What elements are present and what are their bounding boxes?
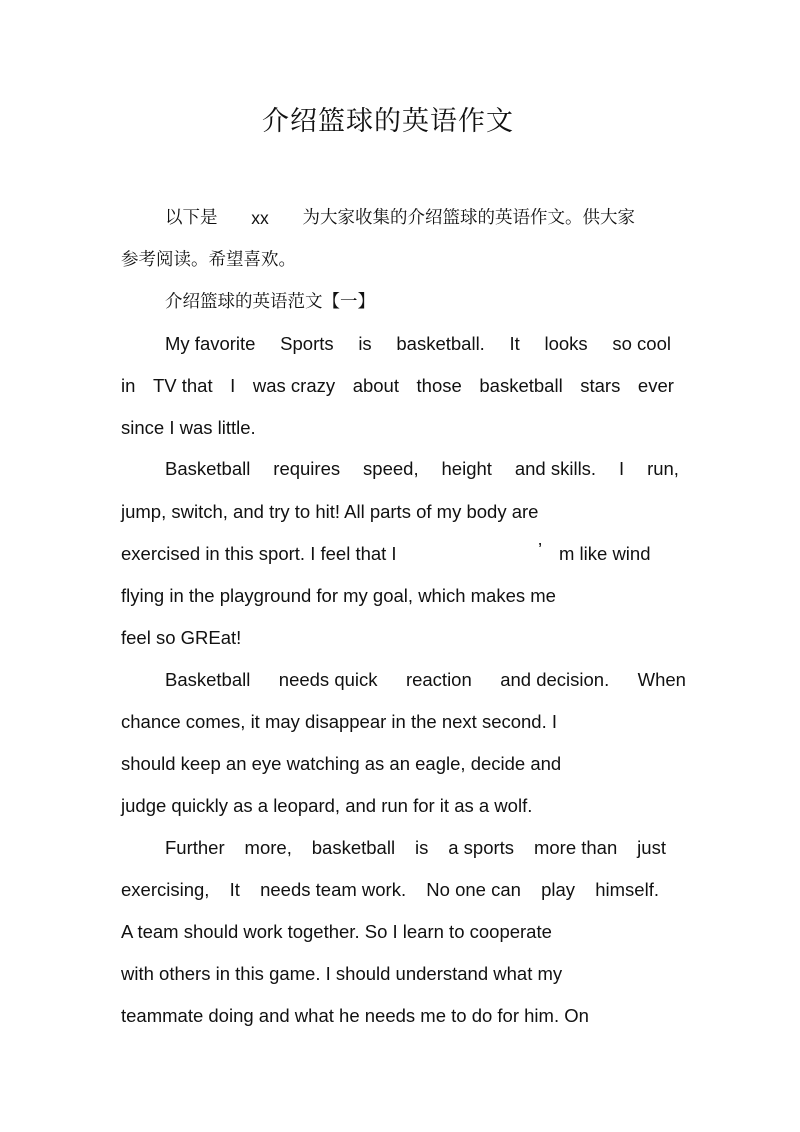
word: just xyxy=(637,837,666,858)
p4-line-5: teammate doing and what he needs me to do for him. On xyxy=(121,1005,589,1026)
word: about xyxy=(352,375,399,396)
word: No one can xyxy=(426,879,521,900)
word: looks xyxy=(544,333,588,354)
word: more than xyxy=(533,837,618,858)
p1-line-3: since I was little. xyxy=(121,417,256,438)
word: is xyxy=(358,333,372,354)
p3-line-3: should keep an eye watching as an eagle, decide and xyxy=(121,753,562,774)
p2-line-3a: exercised in this sport. I feel that I xyxy=(121,543,397,564)
word: reaction xyxy=(405,669,472,690)
word: When xyxy=(637,669,686,690)
word: Basketball xyxy=(165,669,251,690)
p2-line-1 xyxy=(165,456,679,482)
word: so cool xyxy=(612,333,671,354)
word: It xyxy=(229,879,240,900)
intro-word: xx xyxy=(251,208,269,228)
word: run, xyxy=(647,458,679,479)
section-heading: 介绍篮球的英语范文【一】 xyxy=(165,292,375,312)
word: height xyxy=(441,458,492,479)
intro-word: 为大家收集的介绍篮球的英语作文。供大家 xyxy=(302,208,635,228)
word: more, xyxy=(244,837,292,858)
word: It xyxy=(509,333,520,354)
document-title: 介绍篮球的英语作文 xyxy=(262,106,514,137)
word: basketball xyxy=(311,837,396,858)
word: needs team work. xyxy=(260,879,407,900)
p1-line-1 xyxy=(165,331,671,357)
word: Further xyxy=(165,837,225,858)
p2-line-3b: ’ xyxy=(538,539,543,560)
word: himself. xyxy=(595,879,659,900)
word: I xyxy=(619,458,625,479)
intro-line-1 xyxy=(165,205,635,231)
p2-line-4: flying in the playground for my goal, which makes me xyxy=(121,585,556,606)
p4-line-2 xyxy=(121,877,659,903)
p1-line-2 xyxy=(121,373,674,399)
word: speed, xyxy=(363,458,419,479)
p3-line-4: judge quickly as a leopard, and run for it as a wolf. xyxy=(121,795,533,816)
p3-line-1 xyxy=(165,667,686,693)
p4-line-4: with others in this game. I should understand what my xyxy=(121,963,563,984)
word: Basketball xyxy=(165,458,251,479)
word: Sports xyxy=(280,333,334,354)
word: requires xyxy=(273,458,341,479)
word: and skills. xyxy=(514,458,597,479)
word: basketball. xyxy=(396,333,485,354)
word: My favorite xyxy=(165,333,256,354)
word: was crazy xyxy=(252,375,336,396)
word: needs quick xyxy=(278,669,378,690)
p2-line-2: jump, switch, and try to hit! All parts of my body are xyxy=(121,501,539,522)
word: ever xyxy=(637,375,674,396)
word: TV that xyxy=(152,375,213,396)
word: a sports xyxy=(448,837,515,858)
p4-line-1 xyxy=(165,835,666,861)
word: those xyxy=(416,375,462,396)
word: and decision. xyxy=(500,669,610,690)
p2-line-5: feel so GREat! xyxy=(121,627,242,648)
p3-line-2: chance comes, it may disappear in the next second. I xyxy=(121,711,558,732)
p4-line-3: A team should work together. So I learn to cooperate xyxy=(121,921,552,942)
word: in xyxy=(121,375,136,396)
word: basketball xyxy=(479,375,563,396)
word: play xyxy=(541,879,576,900)
intro-word: 以下是 xyxy=(165,208,218,228)
word: exercising, xyxy=(121,879,210,900)
word: I xyxy=(230,375,236,396)
intro-line-2: 参考阅读。希望喜欢。 xyxy=(121,250,296,270)
word: is xyxy=(414,837,429,858)
p2-line-3c: m like wind xyxy=(559,543,651,564)
word: stars xyxy=(580,375,621,396)
